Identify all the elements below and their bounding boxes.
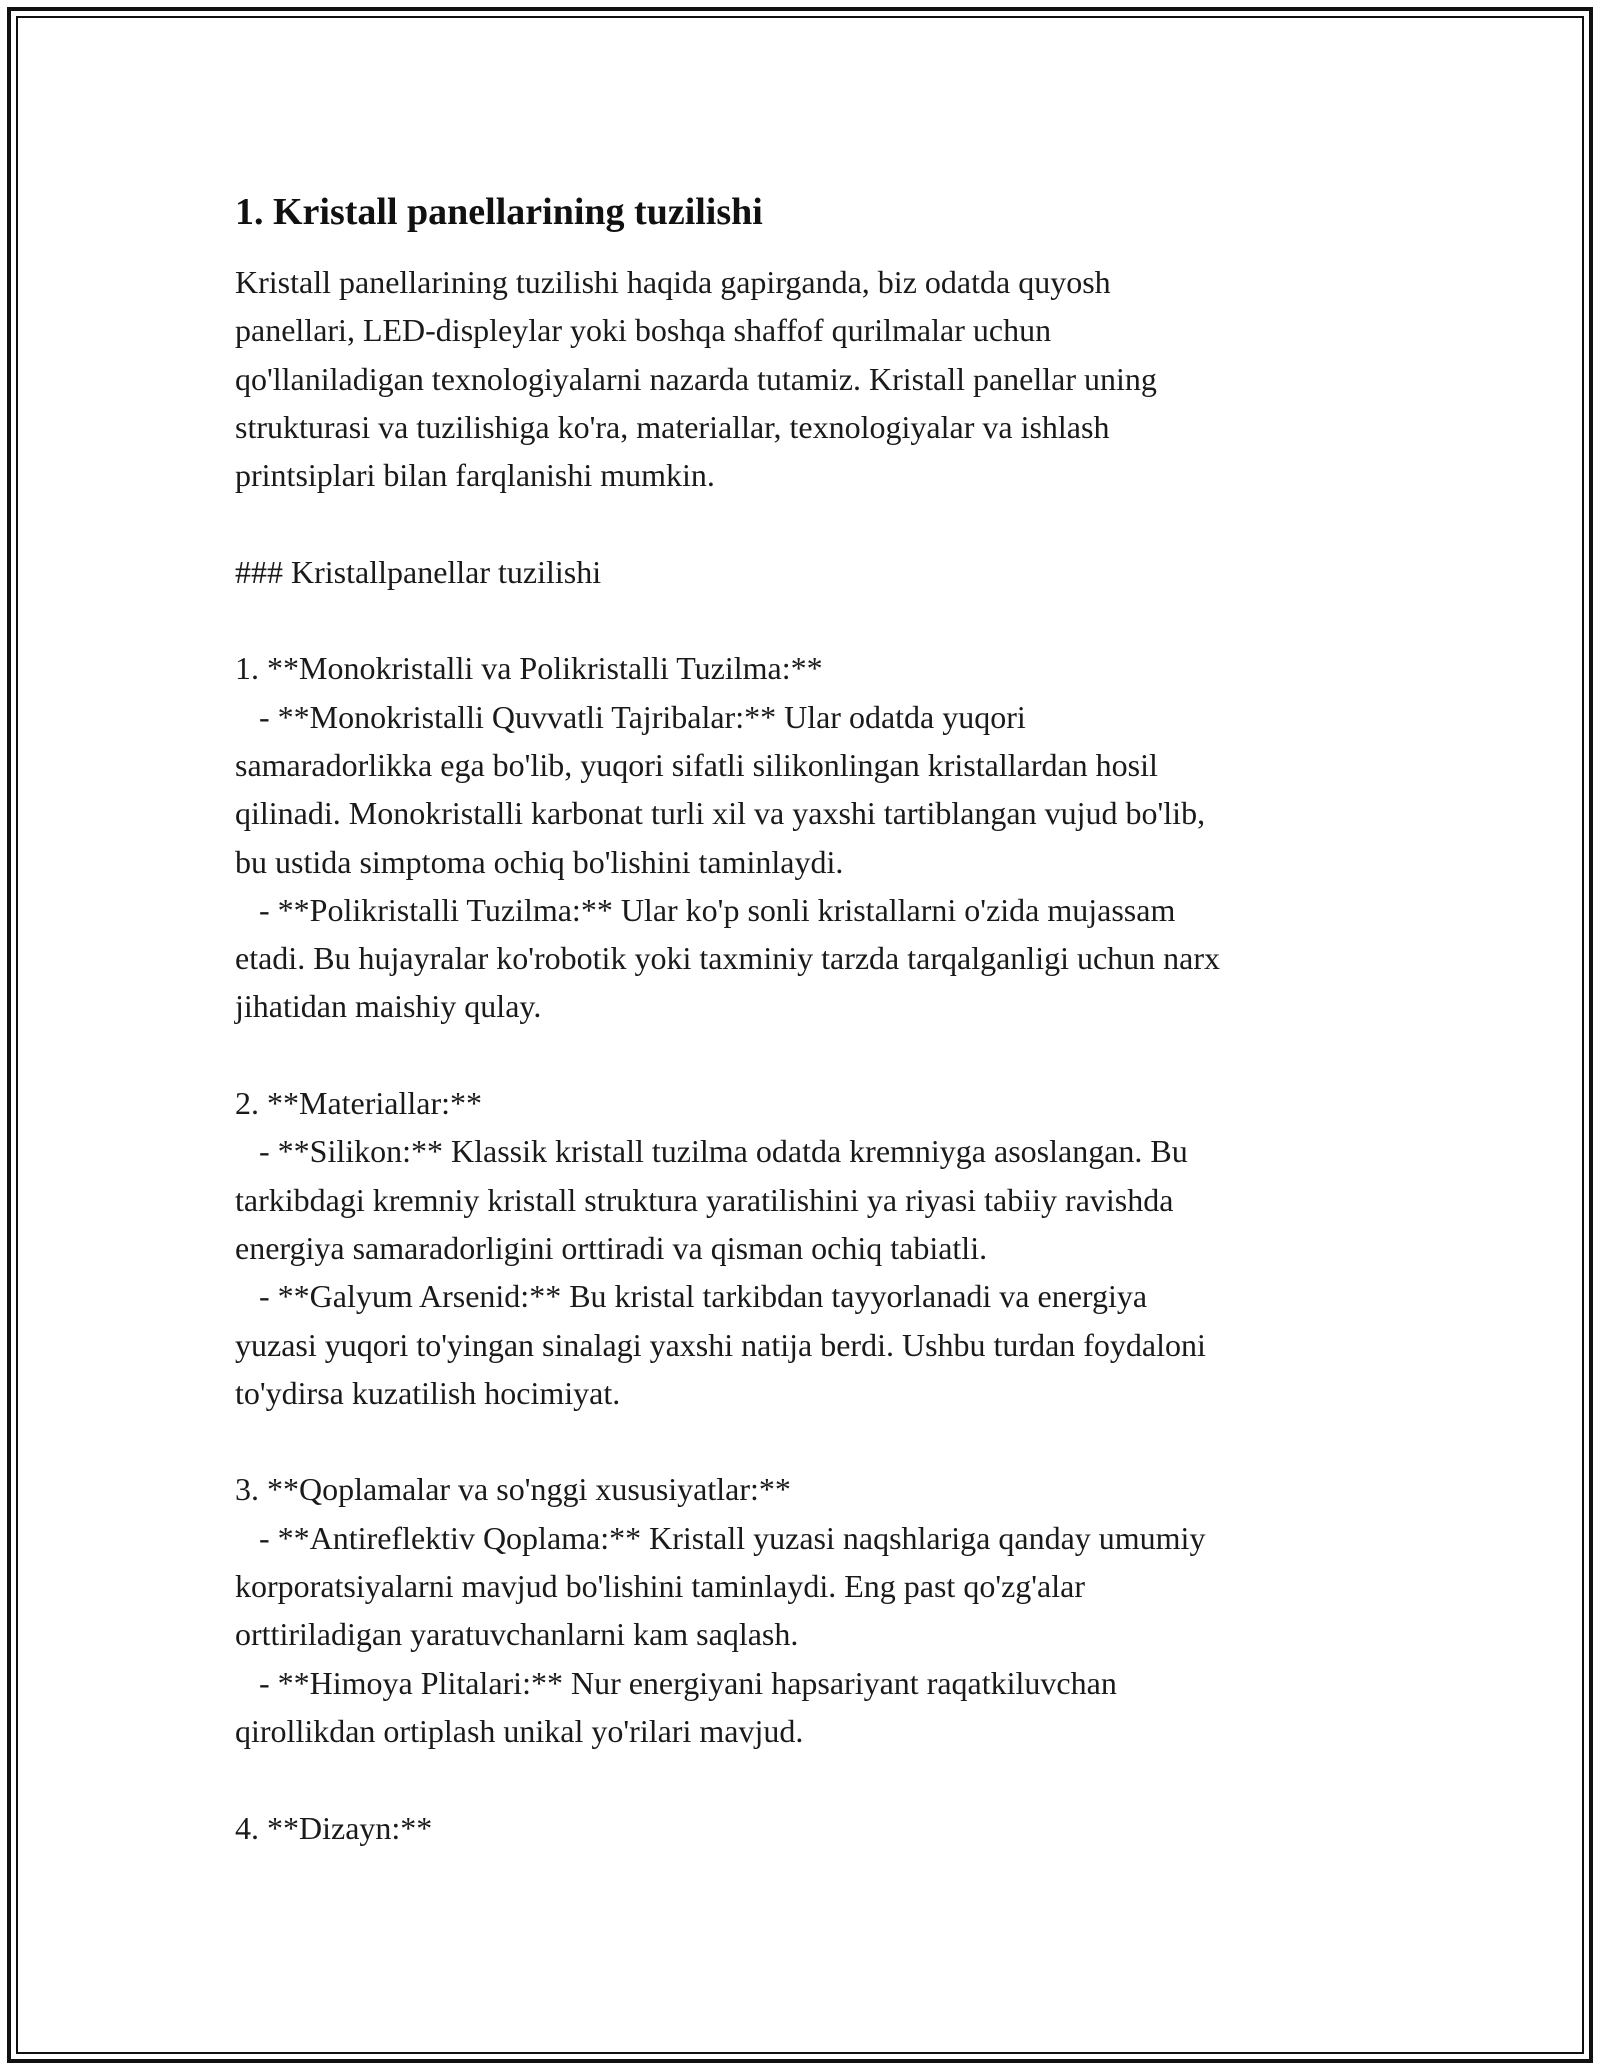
document-content	[235, 186, 1375, 1852]
document-body: Kristall panellarining tuzilishi haqida gapirganda, biz odatda quyosh panellari, LED-displeylar yoki boshqa shaffof qurilmalar uchun qo'llaniladigan texnologiyalarni nazarda tutamiz. Kristall panellar uning strukturasi va tuzilishiga ko'ra, materiallar, texnologiyalar va ishlash printsiplari bilan farqlanishi mumkin. ### Kristallpanellar tuzilishi 1. **Monokristalli va Polikristalli Tuzilma:** - **Monokristalli Quvvatli Tajribalar:** Ular odatda yuqori samaradorlikka ega bo'lib, yuqori sifatli silikonlingan kristallardan hosil qilinadi. Monokristalli karbonat turli xil va yaxshi tartiblangan vujud bo'lib, bu ustida simptoma ochiq bo'lishini taminlaydi. - **Polikristalli Tuzilma:** Ular ko'p sonli kristallarni o'zida mujassam etadi. Bu hujayralar ko'robotik yoki taxminiy tarzda tarqalganligi uchun narx jihatidan maishiy qulay. 2. **Materiallar:** - **Silikon:** Klassik kristall tuzilma odatda kremniyga asoslangan. Bu tarkibdagi kremniy kristall struktura yaratilishini ya riyasi tabiiy ravishda energiya samaradorligini orttiradi va qisman ochiq tabiatli. - **Galyum Arsenid:** Bu kristal tarkibdan tayyorlanadi va energiya yuzasi yuqori to'yingan sinalagi yaxshi natija berdi. Ushbu turdan foydaloni to'ydirsa kuzatilish hocimiyat. 3. **Qoplamalar va so'nggi xususiyatlar:** - **Antireflektiv Qoplama:** Kristall yuzasi naqshlariga qanday umumiy korporatsiyalarni mavjud bo'lishini taminlaydi. Eng past qo'zg'alar orttiriladigan yaratuvchanlarni kam saqlash. - **Himoya Plitalari:** Nur energiyani hapsariyant raqatkiluvchan qirollikdan ortiplash unikal yo'rilari mavjud. 4. **Dizayn:**	[235, 264, 1221, 1846]
document-title: 1. Kristall panellarining tuzilishi	[235, 191, 763, 233]
